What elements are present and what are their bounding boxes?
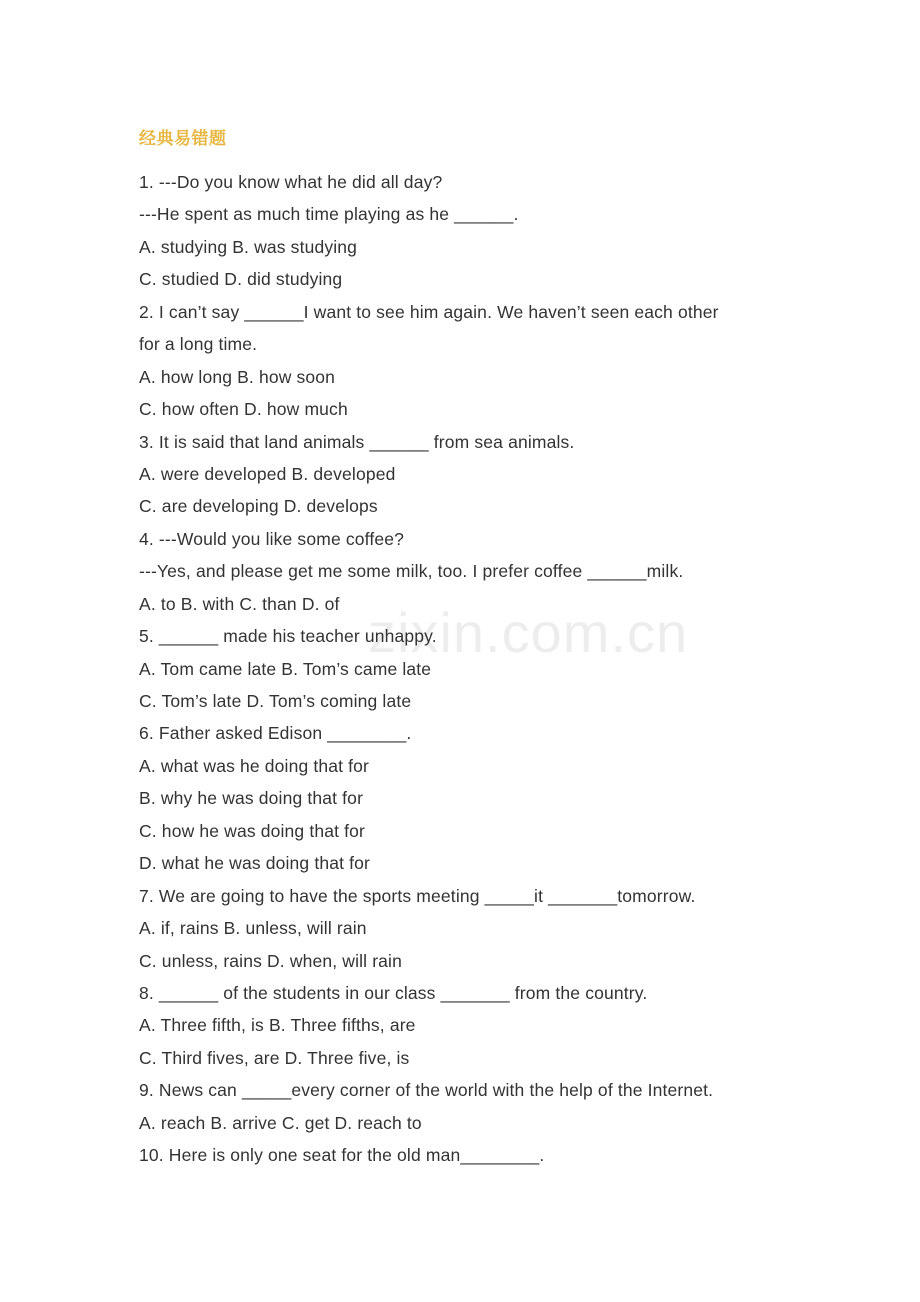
text-line: 2. I can’t say ______I want to see him again. We haven’t seen each other [139, 301, 719, 322]
text-line: C. how he was doing that for [139, 820, 365, 841]
text-line: A. if, rains B. unless, will rain [139, 918, 367, 939]
text-line: A. to B. with C. than D. of [139, 593, 340, 614]
text-line: C. unless, rains D. when, will rain [139, 950, 402, 971]
text-line: 3. It is said that land animals ______ from sea animals. [139, 431, 575, 452]
text-line: B. why he was doing that for [139, 788, 364, 809]
text-line: C. Tom’s late D. Tom’s coming late [139, 691, 412, 711]
text-line: A. were developed B. developed [139, 463, 396, 484]
watermark: zixin.com.cn [368, 601, 689, 664]
text-line: A. reach B. arrive C. get D. reach to [139, 1112, 422, 1133]
text-line: 4. ---Would you like some coffee? [139, 528, 404, 549]
text-line: 7. We are going to have the sports meeting _____it _______tomorrow. [139, 885, 696, 906]
text-line: C. Third fives, are D. Three five, is [139, 1047, 410, 1068]
text-line: A. Three fifth, is B. Three fifths, are [139, 1015, 416, 1036]
question-list [139, 166, 799, 1172]
text-line: 1. ---Do you know what he did all day? [139, 172, 443, 192]
document-title: 经典易错题 [139, 129, 227, 149]
text-line: A. studying B. was studying [139, 236, 358, 257]
text-line: C. are developing D. develops [139, 496, 378, 517]
text-line: A. what was he doing that for [139, 755, 370, 776]
text-line: 6. Father asked Edison ________. [139, 723, 412, 744]
text-line: 8. ______ of the students in our class _______ from the country. [139, 982, 648, 1003]
text-line: 9. News can _____every corner of the world with the help of the Internet. [139, 1080, 714, 1101]
text-line: 5. ______ made his teacher unhappy. [139, 626, 437, 647]
text-line: ---Yes, and please get me some milk, too. I prefer coffee ______milk. [139, 561, 684, 582]
text-line: for a long time. [139, 334, 258, 355]
text-line: C. how often D. how much [139, 399, 348, 420]
text-line: A. how long B. how soon [139, 366, 336, 387]
text-line: 10. Here is only one seat for the old man________. [139, 1145, 545, 1166]
text-line: A. Tom came late B. Tom’s came late [139, 658, 432, 679]
text-line: D. what he was doing that for [139, 853, 371, 874]
text-line: C. studied D. did studying [139, 269, 343, 290]
text-line: ---He spent as much time playing as he ______. [139, 204, 519, 225]
